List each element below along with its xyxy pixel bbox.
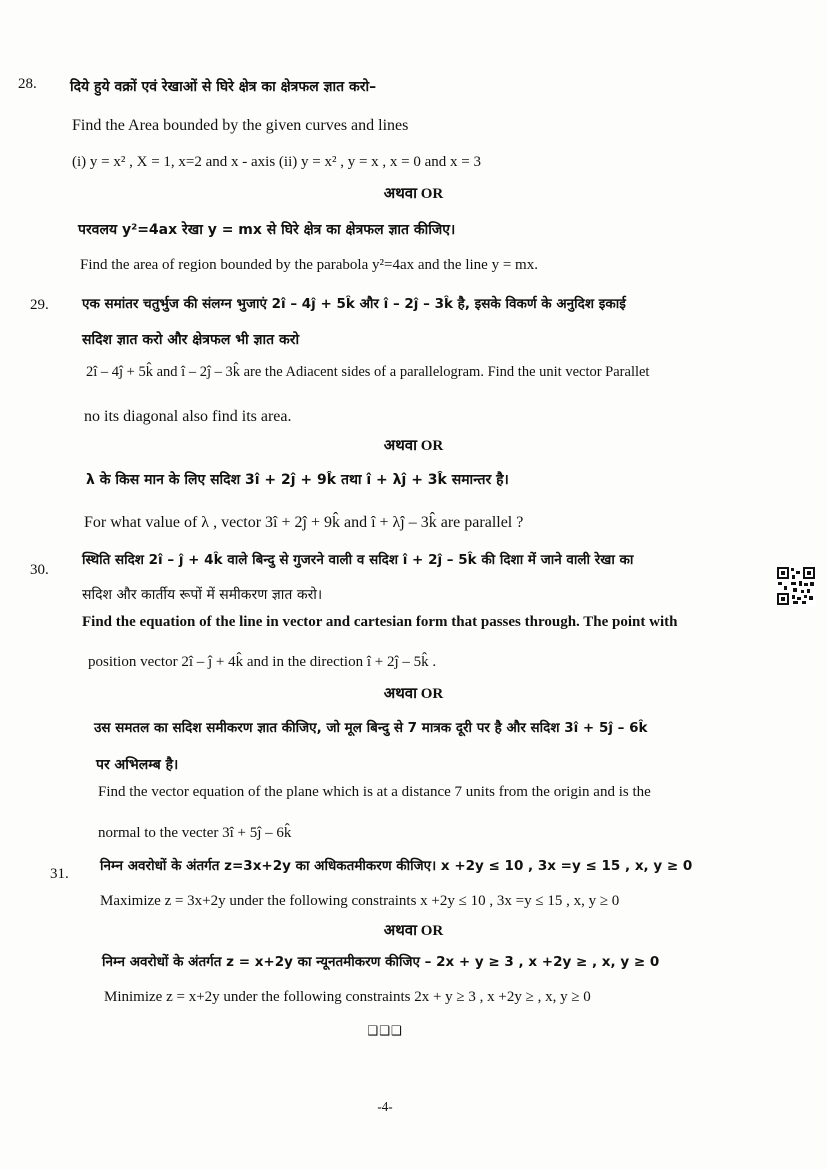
q30-alt-english-2: normal to the vecter 3î + 5ĵ – 6k̂ (98, 825, 292, 841)
q31-alt-hindi: निम्न अवरोधों के अंतर्गत z = x+2y का न्यूनतमीकरण कीजिए – 2x + y ≥ 3 , x +2y ≥ , x, y ≥ 0 (102, 954, 660, 970)
q30-english-1: Find the equation of the line in vector and cartesian form that passes through. The point with (82, 614, 678, 630)
q28-alt-hindi: परवलय y²=4ax रेखा y = mx से घिरे क्षेत्र का क्षेत्रफल ज्ञात कीजिए। (78, 222, 456, 238)
q28-hindi: दिये हुये वक्रों एवं रेखाओं से घिरे क्षेत्र का क्षेत्रफल ज्ञात करो– (70, 79, 377, 95)
q28-number: 28. (18, 76, 37, 92)
q28-alt-english: Find the area of region bounded by the parabola y²=4ax and the line y = mx. (80, 257, 538, 273)
q30-or: अथवा OR (383, 686, 444, 702)
q29-alt-hindi: λ के किस मान के लिए सदिश 3î + 2ĵ + 9k̂ तथा î + λĵ + 3k̂ समान्तर है। (86, 472, 509, 488)
q31-number: 31. (50, 866, 69, 882)
q29-hindi-1: एक समांतर चतुर्भुज की संलग्न भुजाएं 2î – 4ĵ + 5k̂ और î – 2ĵ – 3k̂ है, इसके विकर्ण के अनुदिश इकाई (82, 296, 626, 312)
q29-english-1: 2î – 4ĵ + 5k̂ and î – 2ĵ – 3k̂ are the Adiacent sides of a parallelogram. Find the unit vector Parallet (86, 364, 650, 380)
q31-english: Maximize z = 3x+2y under the following constraints x +2y ≤ 10 , 3x =y ≤ 15 , x, y ≥ 0 (100, 893, 620, 909)
q30-alt-hindi-1: उस समतल का सदिश समीकरण ज्ञात कीजिए, जो मूल बिन्दु से 7 मात्रक दूरी पर है और सदिश 3î + 5ĵ – 6k̂ (94, 720, 648, 736)
end-mark: ❑❑❑ (367, 1024, 403, 1039)
q29-or: अथवा OR (383, 438, 444, 454)
q30-hindi-2: सदिश और कार्तीय रूपों में समीकरण ज्ञात करो। (82, 587, 323, 603)
q30-alt-english-1: Find the vector equation of the plane which is at a distance 7 units from the origin and is the (98, 784, 651, 800)
q31-or: अथवा OR (383, 923, 444, 939)
q30-english-2: position vector 2î – ĵ + 4k̂ and in the direction î + 2ĵ – 5k̂ . (88, 654, 437, 670)
q30-alt-hindi-2: पर अभिलम्ब है। (96, 757, 179, 773)
q28-parts: (i) y = x² , X = 1, x=2 and x - axis (ii) y = x² , y = x , x = 0 and x = 3 (72, 154, 481, 170)
q31-hindi: निम्न अवरोधों के अंतर्गत z=3x+2y का अधिकतमीकरण कीजिए। x +2y ≤ 10 , 3x =y ≤ 15 , x, y ≥ 0 (100, 858, 693, 874)
q28-english: Find the Area bounded by the given curves and lines (72, 117, 409, 134)
q30-hindi-1: स्थिति सदिश 2î – ĵ + 4k̂ वाले बिन्दु से गुजरने वाली व सदिश î + 2ĵ – 5k̂ की दिशा में जाने वाली रेखा का (82, 552, 634, 568)
q29-number: 29. (30, 297, 49, 313)
qr-code (776, 566, 816, 606)
q31-alt-english: Minimize z = x+2y under the following constraints 2x + y ≥ 3 , x +2y ≥ , x, y ≥ 0 (104, 989, 591, 1005)
page-number: -4- (377, 1100, 393, 1115)
q29-english-2: no its diagonal also find its area. (84, 408, 292, 425)
q28-or: अथवा OR (383, 186, 444, 202)
q29-hindi-2: सदिश ज्ञात करो और क्षेत्रफल भी ज्ञात करो (82, 332, 300, 348)
q30-number: 30. (30, 562, 49, 578)
q29-alt-english: For what value of λ , vector 3î + 2ĵ + 9k̂ and î + λĵ – 3k̂ are parallel ? (84, 514, 524, 531)
